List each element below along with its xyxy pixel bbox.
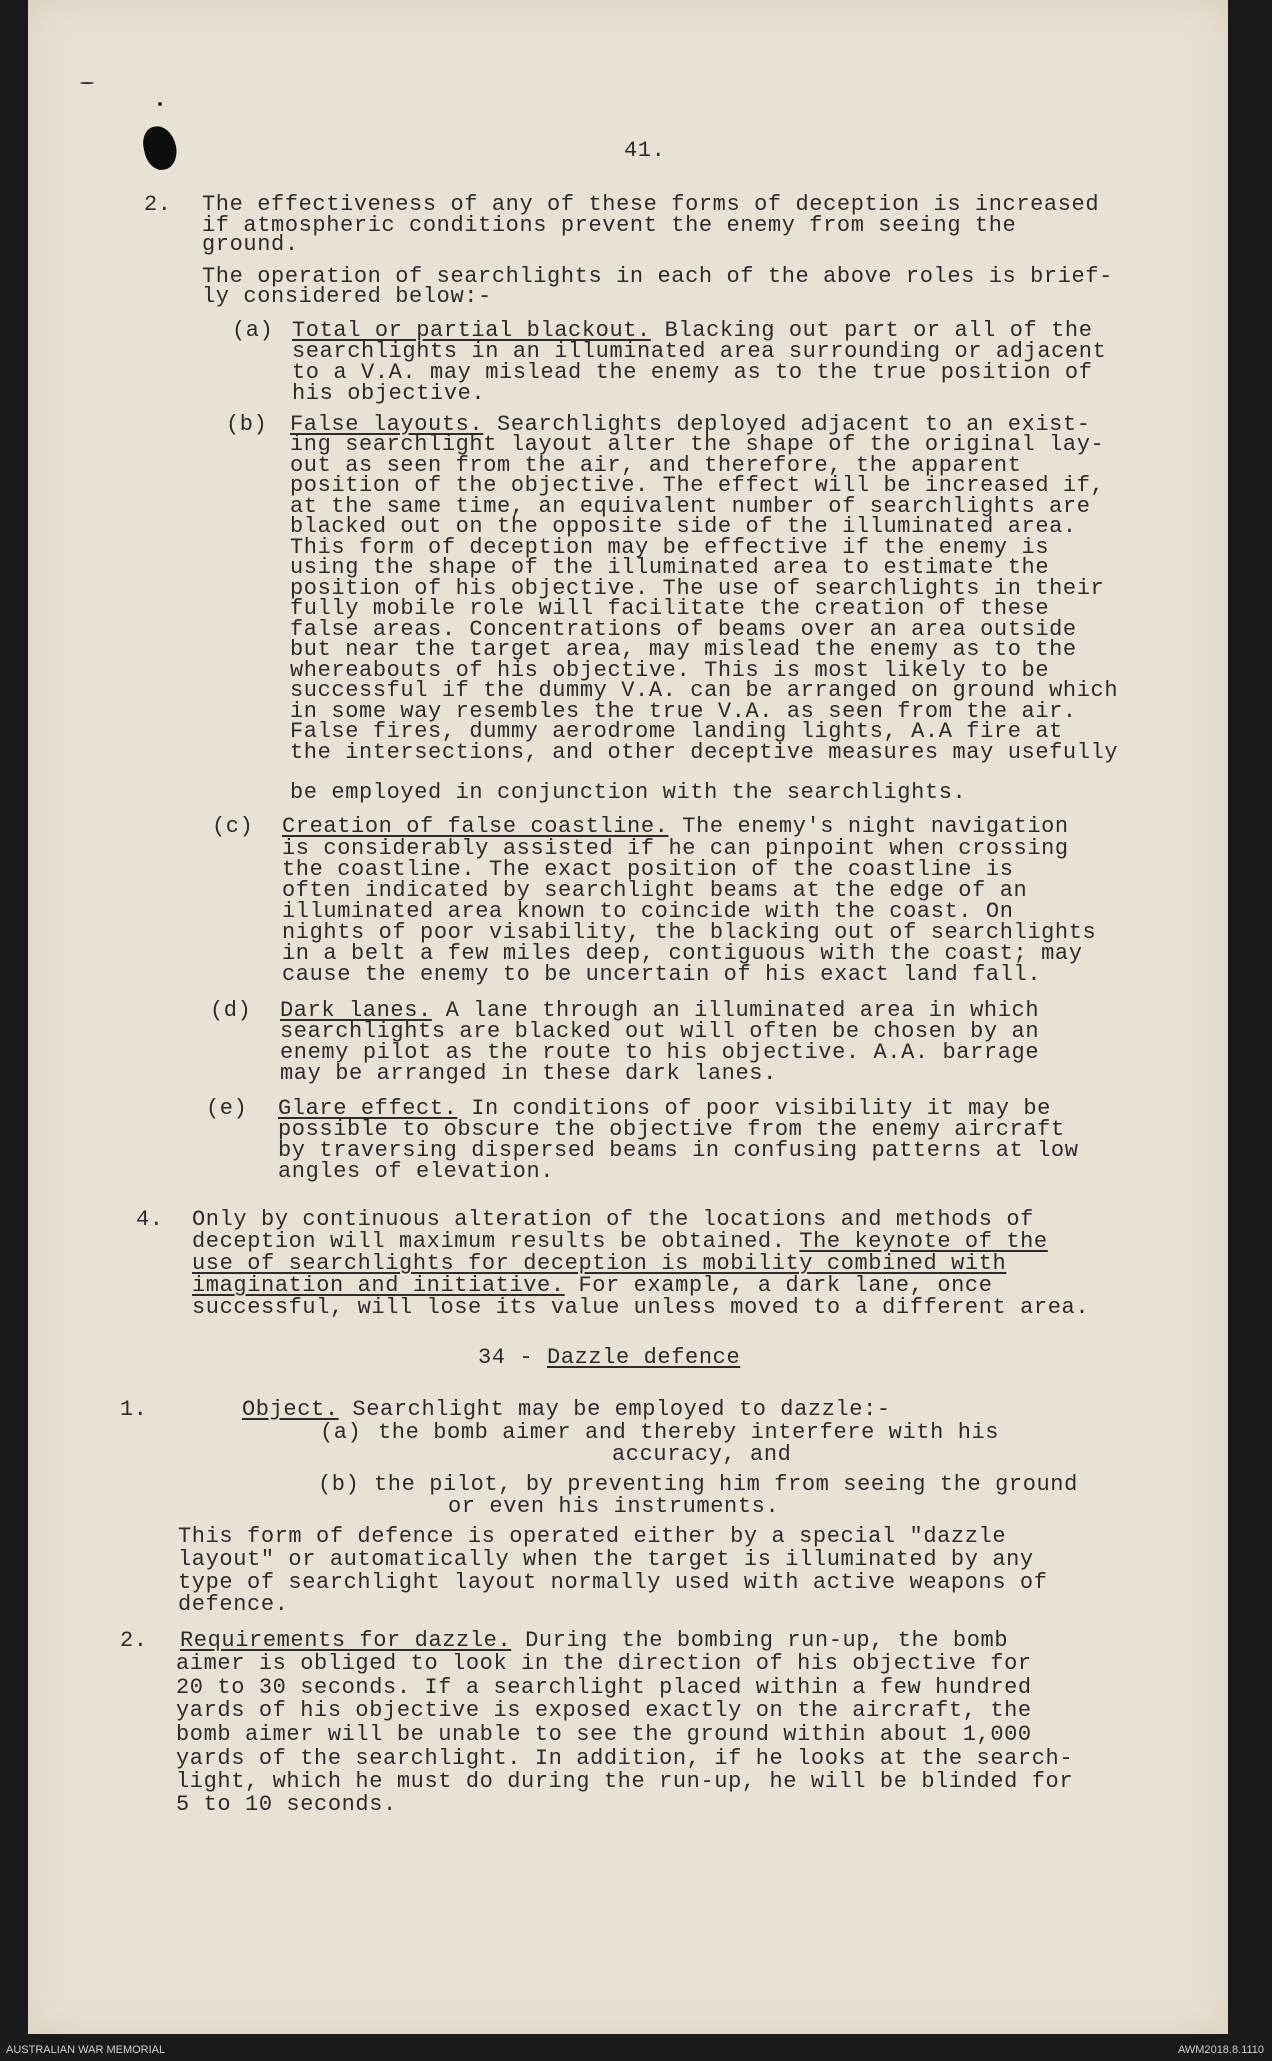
para-line: successful, will lose its value unless moved to a different area. bbox=[192, 1295, 1090, 1320]
intro-line: The operation of searchlights in each of the above roles is brief- bbox=[202, 264, 1113, 289]
para-line: deception will maximum results be obtained. The keynote of the bbox=[192, 1229, 1048, 1254]
item-c-first-line: Creation of false coastline. The enemy's night navigation bbox=[282, 814, 1069, 839]
item-label: (b) bbox=[226, 412, 268, 437]
item-line: false areas. Concentrations of beams over an area outside bbox=[290, 617, 1077, 642]
item-line: illuminated area known to coincide with the coast. On bbox=[282, 899, 1014, 924]
item-line: to a V.A. may mislead the enemy as to the true position of bbox=[292, 360, 1093, 385]
intro-line: ly considered below:- bbox=[202, 284, 492, 309]
para-line: if atmospheric conditions prevent the enemy from seeing the bbox=[202, 213, 1017, 238]
para-line: yards of his objective is exposed exactly on the aircraft, the bbox=[176, 1698, 1032, 1723]
item-line: out as seen from the air, and therefore, the apparent bbox=[290, 453, 1022, 478]
item-heading: Dark lanes. bbox=[280, 998, 432, 1023]
item-line: the intersections, and other deceptive measures may usefully bbox=[290, 740, 1119, 765]
item-label: (a) bbox=[232, 318, 274, 343]
item-line: nights of poor visability, the blacking out of searchlights bbox=[282, 920, 1097, 945]
item-heading: False layouts. bbox=[290, 412, 484, 437]
para-line: light, which he must do during the run-up, he will be blinded for bbox=[176, 1769, 1074, 1794]
item-label: (c) bbox=[212, 814, 254, 839]
item-line: angles of elevation. bbox=[278, 1159, 555, 1184]
item-line: is considerably assisted if he can pinpoint when crossing bbox=[282, 836, 1069, 861]
dazzle-2-first-line: Requirements for dazzle. During the bombing run-up, the bomb bbox=[180, 1628, 1009, 1653]
sub-label: (b) bbox=[318, 1472, 360, 1497]
footer-right: AWM2018.8.1110 bbox=[1177, 2044, 1264, 2056]
ink-speck bbox=[158, 102, 162, 106]
para-line: This form of defence is operated either by a special "dazzle bbox=[178, 1524, 1007, 1549]
para-line: yards of the searchlight. In addition, if he looks at the search- bbox=[176, 1746, 1074, 1771]
ink-speck bbox=[80, 82, 94, 84]
item-heading: Object. bbox=[242, 1397, 339, 1422]
item-line: ing searchlight layout alter the shape of the original lay- bbox=[290, 432, 1105, 457]
document-page bbox=[28, 0, 1228, 2034]
section-title: Dazzle defence bbox=[547, 1345, 741, 1370]
para-line: The effectiveness of any of these forms of deception is increased bbox=[202, 192, 1100, 217]
para-number: 2. bbox=[120, 1628, 148, 1653]
item-line: searchlights in an illuminated area surrounding or adjacent bbox=[292, 339, 1107, 364]
item-heading: Requirements for dazzle. bbox=[180, 1628, 512, 1653]
item-line: position of his objective. The use of searchlights in their bbox=[290, 576, 1105, 601]
para-line: imagination and initiative. For example, a dark lane, once bbox=[192, 1273, 993, 1298]
sub-line: accuracy, and bbox=[612, 1442, 792, 1467]
para-number: 4. bbox=[136, 1207, 164, 1232]
footer-left: AUSTRALIAN WAR MEMORIAL bbox=[6, 2044, 166, 2056]
item-heading: Total or partial blackout. bbox=[292, 318, 651, 343]
item-a-first-line: Total or partial blackout. Blacking out part or all of the bbox=[292, 318, 1093, 343]
item-line: enemy pilot as the route to his objective. A.A. barrage bbox=[280, 1040, 1040, 1065]
item-line: whereabouts of his objective. This is most likely to be bbox=[290, 658, 1050, 683]
para-line: ground. bbox=[202, 232, 299, 257]
item-line: position of the objective. The effect will be increased if, bbox=[290, 473, 1105, 498]
item-line: the coastline. The exact position of the coastline is bbox=[282, 857, 1014, 882]
item-line: in a belt a few miles deep, contiguous with the coast; may bbox=[282, 941, 1083, 966]
item-label: (d) bbox=[210, 998, 252, 1023]
sub-line: the pilot, by preventing him from seeing the ground bbox=[374, 1472, 1078, 1497]
sub-line: or even his instruments. bbox=[448, 1494, 780, 1519]
item-line: using the shape of the illuminated area to estimate the bbox=[290, 555, 1050, 580]
item-line: often indicated by searchlight beams at the edge of an bbox=[282, 878, 1028, 903]
para-line: layout" or automatically when the target is illuminated by any bbox=[178, 1547, 1034, 1572]
item-line: blacked out on the opposite side of the illuminated area. bbox=[290, 514, 1077, 539]
item-heading: Creation of false coastline. bbox=[282, 814, 669, 839]
para-number: 1. bbox=[120, 1397, 148, 1422]
para-line: 20 to 30 seconds. If a searchlight placed within a few hundred bbox=[176, 1675, 1032, 1700]
para-line: defence. bbox=[178, 1592, 289, 1617]
item-line: at the same time, an equivalent number of searchlights are bbox=[290, 494, 1091, 519]
para-line: bomb aimer will be unable to see the ground within about 1,000 bbox=[176, 1722, 1032, 1747]
sub-label: (a) bbox=[320, 1420, 362, 1445]
item-line: by traversing dispersed beams in confusing patterns at low bbox=[278, 1138, 1079, 1163]
para-line: aimer is obliged to look in the direction of his objective for bbox=[176, 1651, 1032, 1676]
item-line: possible to obscure the objective from the enemy aircraft bbox=[278, 1117, 1065, 1142]
underlined-keynote: imagination and initiative. bbox=[192, 1273, 565, 1298]
para-line: 5 to 10 seconds. bbox=[176, 1792, 397, 1817]
item-line: may be arranged in these dark lanes. bbox=[280, 1061, 777, 1086]
item-line: but near the target area, may mislead the enemy as to the bbox=[290, 637, 1077, 662]
item-line: This form of deception may be effective if the enemy is bbox=[290, 535, 1050, 560]
section-heading: 34 - Dazzle defence bbox=[478, 1345, 741, 1370]
item-d-first-line: Dark lanes. A lane through an illuminated area in which bbox=[280, 998, 1040, 1023]
dazzle-1-first-line: Object. Searchlight may be employed to dazzle:- bbox=[242, 1397, 891, 1422]
item-line: his objective. bbox=[292, 381, 486, 406]
item-line: in some way resembles the true V.A. as seen from the air. bbox=[290, 699, 1077, 724]
item-line: fully mobile role will facilitate the creation of these bbox=[290, 596, 1050, 621]
item-line: successful if the dummy V.A. can be arranged on ground which bbox=[290, 678, 1119, 703]
item-b-first-line: False layouts. Searchlights deployed adjacent to an exist- bbox=[290, 412, 1091, 437]
archive-footer bbox=[0, 2040, 1272, 2061]
para-number: 2. bbox=[144, 192, 172, 217]
punch-hole bbox=[140, 123, 180, 173]
item-line: searchlights are blacked out will often be chosen by an bbox=[280, 1019, 1040, 1044]
item-e-first-line: Glare effect. In conditions of poor visibility it may be bbox=[278, 1096, 1051, 1121]
underlined-keynote: The keynote of the bbox=[799, 1229, 1048, 1254]
item-label: (e) bbox=[206, 1096, 248, 1121]
item-heading: Glare effect. bbox=[278, 1096, 458, 1121]
item-line: be employed in conjunction with the searchlights. bbox=[290, 780, 967, 805]
page-number: 41. bbox=[624, 138, 666, 163]
sub-line: the bomb aimer and thereby interfere with his bbox=[378, 1420, 1000, 1445]
item-line: cause the enemy to be uncertain of his exact land fall. bbox=[282, 962, 1042, 987]
item-line: False fires, dummy aerodrome landing lights, A.A fire at bbox=[290, 719, 1063, 744]
underlined-keynote: use of searchlights for deception is mobility combined with bbox=[192, 1251, 1007, 1276]
para-line: Only by continuous alteration of the locations and methods of bbox=[192, 1207, 1034, 1232]
para-line: type of searchlight layout normally used with active weapons of bbox=[178, 1570, 1048, 1595]
